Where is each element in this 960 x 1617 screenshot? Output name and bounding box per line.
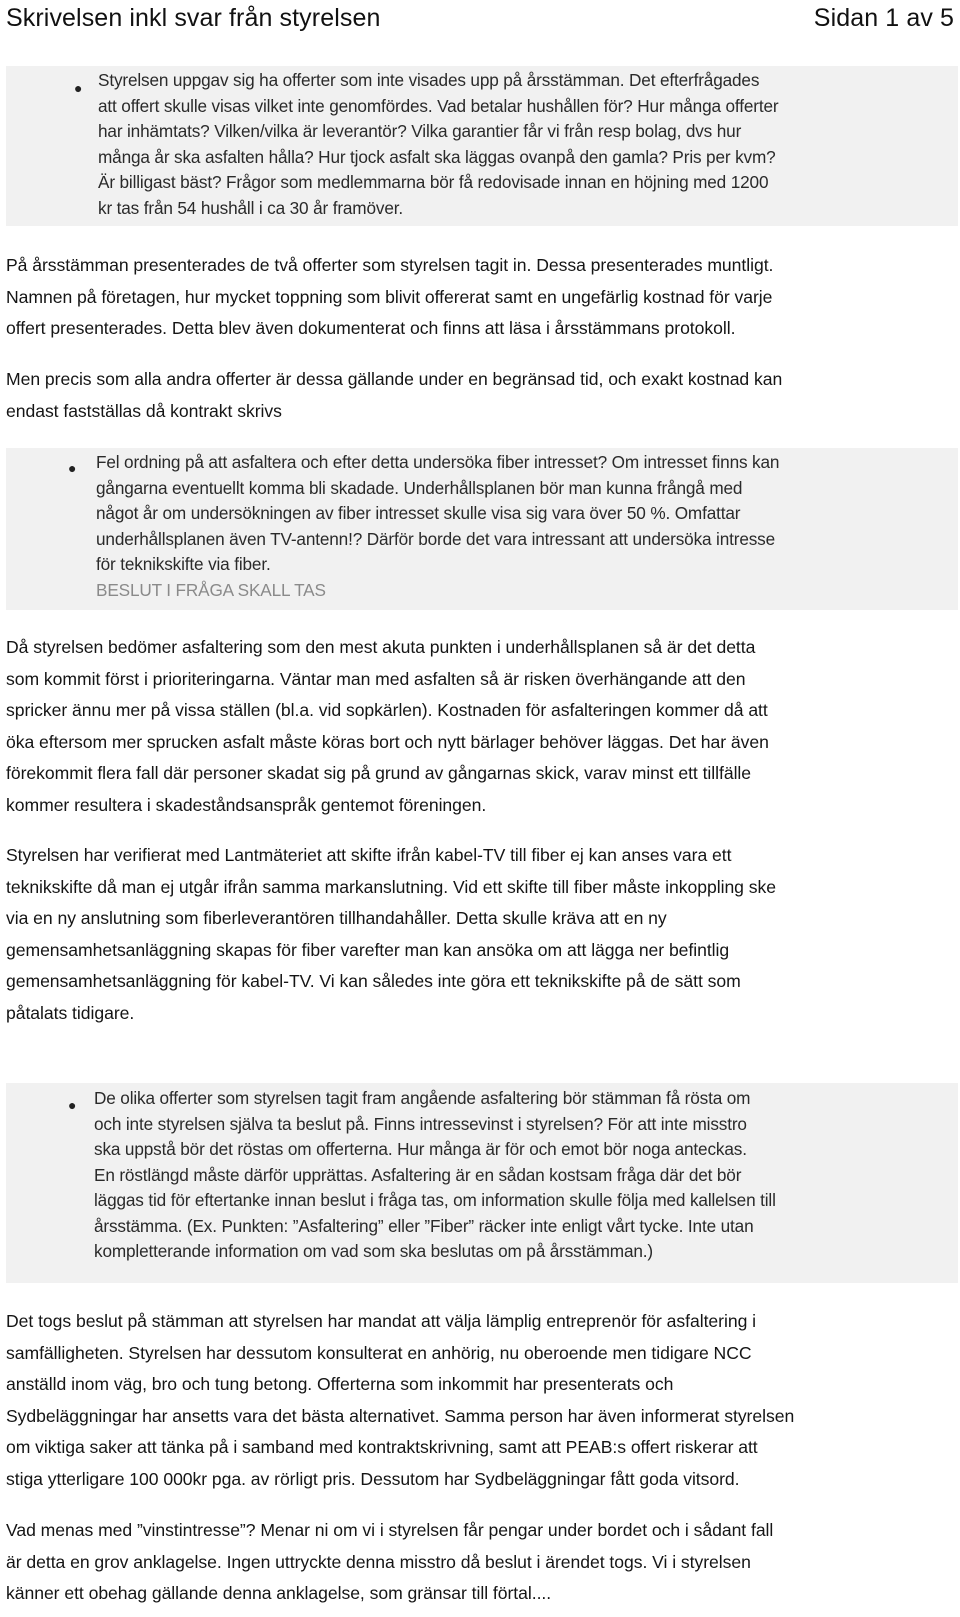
paragraph-line: Namnen på företagen, hur mycket toppning som blivit offererat samt en ungefärlig kostnad för varje — [6, 286, 773, 307]
response-paragraph-3 — [6, 632, 956, 821]
paragraph-line: spricker ännu mer på vissa ställen (bl.a. vid sopkärlen). Kostnaden för asfalteringen kommer då att — [6, 700, 768, 720]
quote-line: har inhämtats? Vilken/vilka är leverantör? Vilka garantier får vi från resp bolag, dvs hur — [98, 121, 742, 141]
paragraph-line: förekommit flera fall där personer skadat sig på grund av gångarnas skick, varav minst ett tillfälle — [6, 763, 752, 783]
paragraph-line: Sydbeläggningar har ansetts vara det bästa alternativet. Samma person har även informerat styrelsen — [6, 1405, 795, 1426]
paragraph-line: Styrelsen har verifierat med Lantmäteriet att skifte ifrån kabel-TV till fiber ej kan anses vara ett — [6, 845, 732, 865]
bullet-icon: ● — [68, 460, 77, 476]
quote-line: läggas tid för eftertanke innan beslut i fråga tas, om information skulle följa med kallelsen till — [94, 1190, 776, 1210]
paragraph-line: påtalats tidigare. — [6, 1002, 135, 1023]
page-number: Sidan 1 av 5 — [813, 3, 954, 32]
quote-line: kompletterande information om vad som ska beslutas om på årsstämman.) — [94, 1241, 653, 1261]
paragraph-line: På årsstämman presenterades de två offerter som styrelsen tagit in. Dessa presenterades muntligt. — [6, 255, 774, 275]
paragraph-line: som kommit först i prioriteringarna. Väntar man med asfalten så är risken överhängande att den — [6, 668, 746, 689]
paragraph-line: via en ny anslutning som fiberleverantören tillhandahåller. Detta skulle kräva att en ny — [6, 908, 667, 928]
quoted-complaint-1 — [6, 66, 958, 226]
document-title: Skrivelsen inkl svar från styrelsen — [6, 3, 381, 32]
response-paragraph-1 — [6, 250, 956, 345]
quote-line: Styrelsen uppgav sig ha offerter som inte visades upp på årsstämman. Det efterfrågades — [98, 70, 760, 90]
quote-line: De olika offerter som styrelsen tagit fram angående asfaltering bör stämman få rösta om — [94, 1088, 751, 1108]
paragraph-line: stiga ytterligare 100 000kr pga. av rörligt pris. Dessutom har Sydbeläggningar fått goda vitsord. — [6, 1468, 740, 1489]
quote-line: ska uppstå bör det röstas om offerterna. Hur många är för och emot bör noga anteckas. — [94, 1139, 747, 1159]
paragraph-line: Då styrelsen bedömer asfaltering som den mest akuta punkten i underhållsplanen så är det detta — [6, 637, 756, 657]
paragraph-line: Vad menas med ”vinstintresse”? Menar ni om vi i styrelsen får pengar under bordet och i sådant fall — [6, 1520, 774, 1540]
bullet-icon: ● — [68, 1097, 77, 1113]
paragraph-line: är detta en grov anklagelse. Ingen uttryckte denna misstro då beslut i ärendet togs. Vi i styrelsen — [6, 1551, 751, 1572]
quote-line: En röstlängd måste därför upprättas. Asfaltering är en sådan kostsam fråga där det bör — [94, 1164, 742, 1185]
paragraph-line: offert presenterades. Detta blev även dokumenterat och finns att läsa i årsstämmans protokoll. — [6, 318, 736, 338]
paragraph-line: endast fastställas då kontrakt skrivs — [6, 400, 282, 421]
quote-line: gångarna eventuellt komma bli skadade. Underhållsplanen bör man kunna frångå med — [96, 477, 743, 498]
bullet-icon: ● — [74, 80, 83, 96]
paragraph-line: gemensamhetsanläggning för kabel-TV. Vi kan således inte göra ett teknikskifte på de sätt som — [6, 971, 741, 991]
paragraph-line: teknikskifte då man ej utgår ifrån samma markanslutning. Vid ett skifte till fiber måste inkoppling ske — [6, 876, 776, 897]
paragraph-line: samfälligheten. Styrelsen har dessutom konsulterat en anhörig, nu oberoende men tidigare NCC — [6, 1342, 752, 1363]
paragraph-line: öka eftersom mer sprucken asfalt måste köras bort och nytt bärlager behöver läggas. Det har även — [6, 731, 769, 752]
response-paragraph-6 — [6, 1515, 956, 1610]
quote-line: kr tas från 54 hushåll i ca 30 år framöver. — [98, 197, 403, 218]
quoted-complaint-3 — [6, 1083, 958, 1283]
paragraph-line: kommer resultera i skadeståndsanspråk gentemot föreningen. — [6, 794, 487, 815]
paragraph-line: om viktiga saker att tänka på i samband med kontraktskrivning, samt att PEAB:s offert riskerar att — [6, 1437, 758, 1457]
paragraph-line: Det togs beslut på stämman att styrelsen har mandat att välja lämplig entreprenör för asfaltering i — [6, 1311, 757, 1331]
quote-line: många år ska asfalten hålla? Hur tjock asfalt ska läggas ovanpå den gamla? Pris per kvm? — [98, 146, 776, 167]
response-paragraph-4 — [6, 840, 956, 1029]
quote-line: för teknikskifte via fiber. — [96, 554, 271, 574]
paragraph-line: Men precis som alla andra offerter är dessa gällande under en begränsad tid, och exakt kostnad kan — [6, 369, 783, 389]
response-paragraph-2 — [6, 364, 956, 427]
quote-line: och inte styrelsen själva ta beslut på. Finns intressevinst i styrelsen? För att inte misstro — [94, 1113, 747, 1134]
quote-line: årsstämma. (Ex. Punkten: ”Asfaltering” eller ”Fiber” räcker inte enligt vårt tycke. Inte utan — [94, 1215, 754, 1236]
quote-line: Är billigast bäst? Frågor som medlemmarna bör få redovisade innan en höjning med 1200 — [98, 172, 769, 192]
paragraph-line: anställd inom väg, bro och tung betong. Offerterna som inkommit har presenterats och — [6, 1374, 674, 1394]
quote-line: Fel ordning på att asfaltera och efter detta undersöka fiber intresset? Om intresset finns kan — [96, 452, 780, 472]
response-paragraph-5 — [6, 1306, 956, 1495]
quote-line: att offert skulle visas vilket inte genomfördes. Vad betalar hushållen för? Hur många offerter — [98, 95, 779, 116]
quote-note: BESLUT I FRÅGA SKALL TAS — [96, 579, 326, 600]
paragraph-line: gemensamhetsanläggning skapas för fiber varefter man kan ansöka om att lägga ner befintlig — [6, 939, 730, 960]
paragraph-line: känner ett obehag gällande denna anklagelse, som gränsar till förtal.... — [6, 1583, 552, 1603]
quoted-complaint-2 — [6, 448, 958, 610]
quote-line: något år om undersökningen av fiber intresset skulle visa sig vara över 50 %. Omfattar — [96, 503, 741, 523]
quote-line: underhållsplanen även TV-antenn!? Därför borde det vara intressant att undersöka intresse — [96, 528, 776, 549]
page-header — [6, 0, 954, 36]
